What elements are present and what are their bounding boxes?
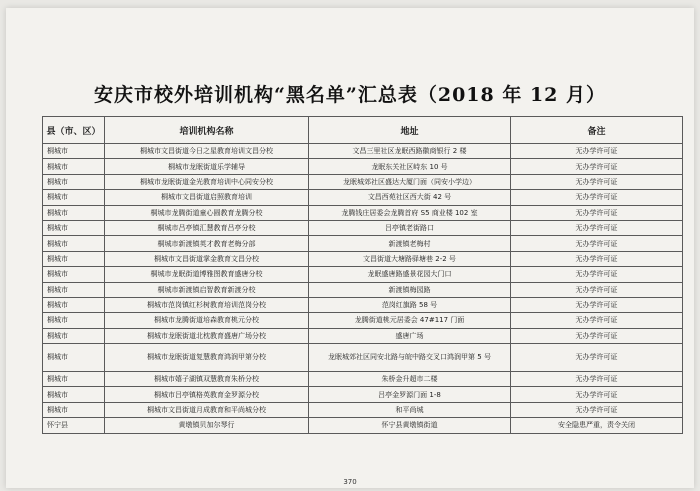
cell-remarks: 无办学许可证 <box>511 328 683 343</box>
table-row <box>43 174 683 189</box>
cell-remarks: 无办学许可证 <box>511 144 683 159</box>
cell-county: 桐城市 <box>43 372 105 387</box>
header-remarks: 备注 <box>511 117 683 144</box>
cell-remarks: 无办学许可证 <box>511 190 683 205</box>
cell-address: 吕亭金罗源门面 1-8 <box>309 387 511 402</box>
table-row <box>43 190 683 205</box>
cell-address: 文昌西苑社区西大街 42 号 <box>309 190 511 205</box>
cell-address: 龙眠盛唐路盛景花园大门口 <box>309 267 511 282</box>
cell-address: 龙眠东关社区峙东 10 号 <box>309 159 511 174</box>
cell-institution-name: 桐城市龙眠街道复慧教育鸿润甲第分校 <box>105 344 309 372</box>
table-row <box>43 159 683 174</box>
table-row <box>43 267 683 282</box>
cell-address: 文昌街道大塘路驿塘巷 2-2 号 <box>309 251 511 266</box>
table-row <box>43 297 683 312</box>
cell-remarks: 无办学许可证 <box>511 205 683 220</box>
cell-institution-name: 桐城市文昌街道掌金教育文昌分校 <box>105 251 309 266</box>
header-institution-name: 培训机构名称 <box>105 117 309 144</box>
cell-address: 范岗红旗路 58 号 <box>309 297 511 312</box>
cell-remarks: 无办学许可证 <box>511 159 683 174</box>
table-row <box>43 328 683 343</box>
cell-institution-name: 桐城市吕亭镇格英教育金罗源分校 <box>105 387 309 402</box>
document-sheet <box>6 8 694 488</box>
cell-address: 和平尚城 <box>309 402 511 417</box>
cell-institution-name: 桐城市吕亭镇汇慧教育吕亭分校 <box>105 220 309 235</box>
cell-county: 桐城市 <box>43 328 105 343</box>
cell-institution-name: 桐城市嬉子湖镇双慧教育朱桥分校 <box>105 372 309 387</box>
table-row <box>43 236 683 251</box>
cell-remarks: 无办学许可证 <box>511 402 683 417</box>
cell-address: 龙眠城郊社区盛达大厦门面（同安小学边） <box>309 174 511 189</box>
header-county: 县（市、区） <box>43 117 105 144</box>
cell-remarks: 无办学许可证 <box>511 282 683 297</box>
cell-institution-name: 桐城市新渡镇英才教育老梅分部 <box>105 236 309 251</box>
cell-county: 怀宁县 <box>43 418 105 433</box>
cell-county: 桐城市 <box>43 313 105 328</box>
cell-remarks: 无办学许可证 <box>511 344 683 372</box>
table-row <box>43 144 683 159</box>
page-number: 370 <box>343 478 357 486</box>
table-row <box>43 251 683 266</box>
cell-institution-name: 桐城市龙眠街道乐学辅导 <box>105 159 309 174</box>
cell-address: 吕亭镇老街路口 <box>309 220 511 235</box>
cell-institution-name: 桐城市龙眠街道北枕教育盛唐广场分校 <box>105 328 309 343</box>
table-row <box>43 372 683 387</box>
cell-remarks: 无办学许可证 <box>511 251 683 266</box>
cell-county: 桐城市 <box>43 174 105 189</box>
cell-county: 桐城市 <box>43 297 105 312</box>
cell-address: 龙眠城郊社区同安北路与皖中路交叉口鸿润甲第 5 号 <box>309 344 511 372</box>
page-title: 安庆市校外培训机构“黑名单”汇总表（2018 年 12 月） <box>93 84 607 106</box>
table-row <box>43 402 683 417</box>
cell-remarks: 无办学许可证 <box>511 313 683 328</box>
cell-address: 怀宁县黄墩镇街道 <box>309 418 511 433</box>
table-row <box>43 282 683 297</box>
cell-institution-name: 桐城市范岗镇红杉树教育培训范岗分校 <box>105 297 309 312</box>
cell-remarks: 无办学许可证 <box>511 236 683 251</box>
header-address: 地址 <box>309 117 511 144</box>
table-row <box>43 313 683 328</box>
cell-institution-name: 桐城市龙腾街道培森教育桃元分校 <box>105 313 309 328</box>
cell-institution-name: 桐城市新渡镇启智教育新渡分校 <box>105 282 309 297</box>
cell-institution-name: 桐城市文昌街道月成教育和平尚城分校 <box>105 402 309 417</box>
cell-address: 文昌三里社区龙眠西路徽商银行 2 楼 <box>309 144 511 159</box>
cell-remarks: 无办学许可证 <box>511 267 683 282</box>
cell-county: 桐城市 <box>43 190 105 205</box>
cell-remarks: 无办学许可证 <box>511 387 683 402</box>
cell-institution-name: 桐城市龙腾街道童心圆教育龙腾分校 <box>105 205 309 220</box>
table-row <box>43 387 683 402</box>
cell-address: 龙腾街道桃元居委会 47#117 门面 <box>309 313 511 328</box>
blacklist-table <box>42 116 683 434</box>
table-row <box>43 418 683 433</box>
cell-institution-name: 黄墩镇贝加尔琴行 <box>105 418 309 433</box>
cell-county: 桐城市 <box>43 159 105 174</box>
table-row <box>43 220 683 235</box>
cell-address: 新渡镇梅园路 <box>309 282 511 297</box>
table-row <box>43 344 683 372</box>
cell-institution-name: 桐城市龙眠街道博雅图教育盛唐分校 <box>105 267 309 282</box>
cell-address: 盛唐广场 <box>309 328 511 343</box>
cell-remarks: 无办学许可证 <box>511 372 683 387</box>
cell-county: 桐城市 <box>43 344 105 372</box>
cell-county: 桐城市 <box>43 267 105 282</box>
cell-institution-name: 桐城市龙眠街道金光教育培训中心同安分校 <box>105 174 309 189</box>
cell-remarks: 无办学许可证 <box>511 220 683 235</box>
cell-address: 朱桥金升超市二楼 <box>309 372 511 387</box>
cell-remarks: 安全隐患严重，责令关闭 <box>511 418 683 433</box>
cell-remarks: 无办学许可证 <box>511 297 683 312</box>
cell-address: 龙腾钱庄居委会龙腾首府 S5 商业楼 102 室 <box>309 205 511 220</box>
cell-county: 桐城市 <box>43 387 105 402</box>
cell-institution-name: 桐城市文昌街道启照教育培训 <box>105 190 309 205</box>
cell-county: 桐城市 <box>43 236 105 251</box>
cell-county: 桐城市 <box>43 205 105 220</box>
cell-county: 桐城市 <box>43 282 105 297</box>
cell-county: 桐城市 <box>43 251 105 266</box>
cell-institution-name: 桐城市文昌街道今日之星教育培训文昌分校 <box>105 144 309 159</box>
cell-county: 桐城市 <box>43 402 105 417</box>
cell-remarks: 无办学许可证 <box>511 174 683 189</box>
cell-county: 桐城市 <box>43 144 105 159</box>
cell-county: 桐城市 <box>43 220 105 235</box>
table-body <box>43 144 683 434</box>
cell-address: 新渡镇老梅村 <box>309 236 511 251</box>
table-row <box>43 205 683 220</box>
table-header-row <box>43 117 683 144</box>
